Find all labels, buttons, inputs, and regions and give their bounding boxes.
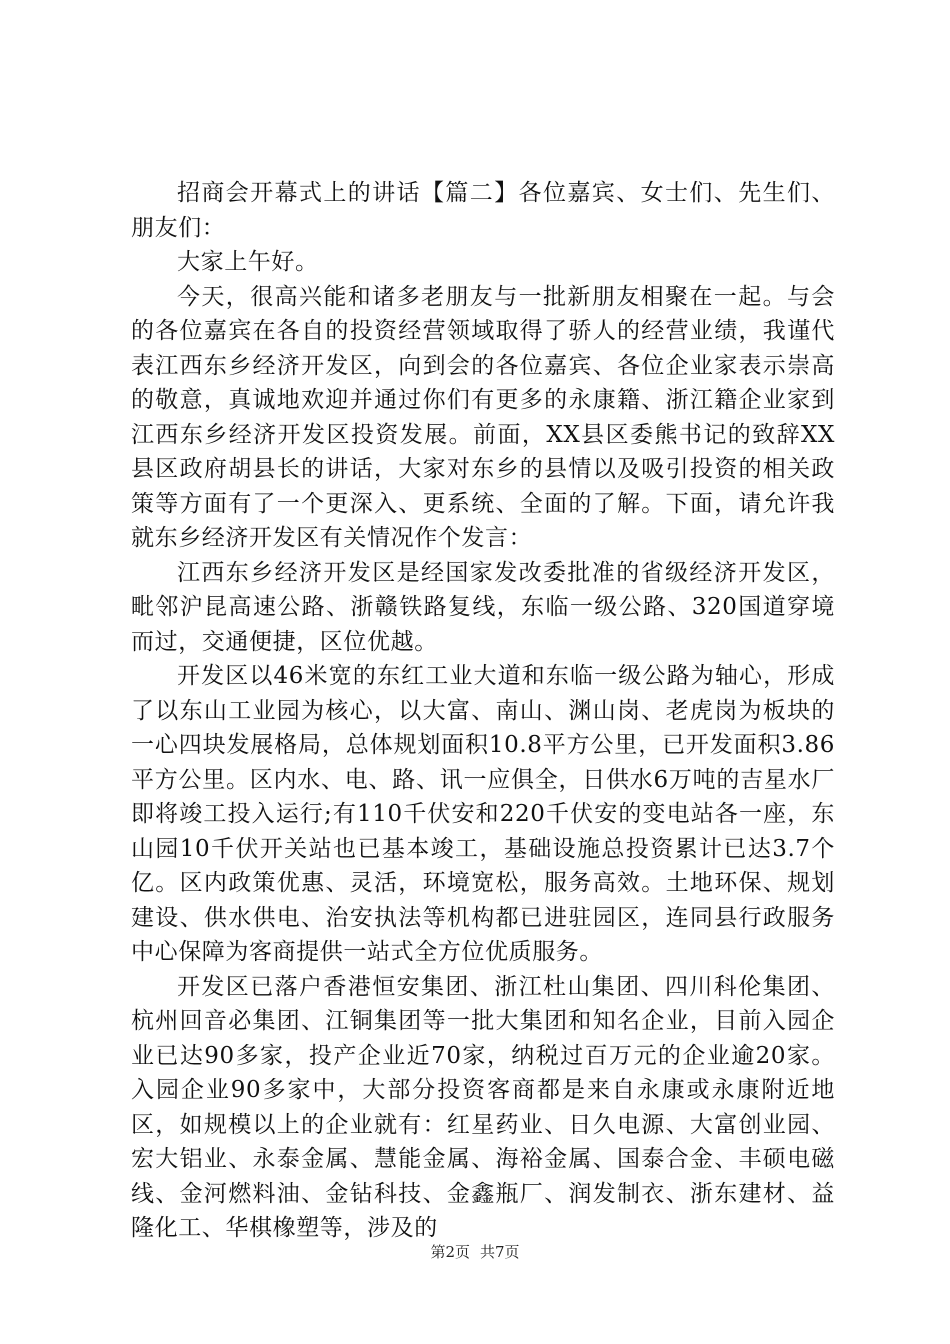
page-footer: [0, 1242, 950, 1262]
paragraph-title: 招商会开幕式上的讲话【篇二】各位嘉宾、女士们、先生们、朋友们：: [131, 180, 835, 241]
paragraph-enterprises: 开发区已落户香港恒安集团、浙江杜山集团、四川科伦集团、杭州回音必集团、江铜集团等一批大集团和知名企业，目前入园企业已达90多家，投产企业近70家，纳税过百万元的企业逾20家。入园企业90多家中，大部分投资客商都是来自永康或永康附近地区，如规模以上的企业就有：红星药业、日久电源、大富创业园、宏大铝业、永泰金属、慧能金属、海裕金属、国泰合金、丰硕电磁线、金河燃料油、金钻科技、金鑫瓶厂、润发制衣、浙东建材、益隆化工、华棋橡塑等，涉及的: [131, 973, 835, 1241]
paragraph-introduction: 今天，很高兴能和诸多老朋友与一批新朋友相聚在一起。与会的各位嘉宾在各自的投资经营领域取得了骄人的经营业绩，我谨代表江西东乡经济开发区，向到会的各位嘉宾、各位企业家表示崇高的敬意，真诚地欢迎并通过你们有更多的永康籍、浙江籍企业家到江西东乡经济开发区投资发展。前面，XX县区委熊书记的致辞XX县区政府胡县长的讲话，大家对东乡的县情以及吸引投资的相关政策等方面有了一个更深入、更系统、全面的了解。下面，请允许我就东乡经济开发区有关情况作个发言：: [131, 283, 835, 551]
paragraph-development-layout: 开发区以46米宽的东红工业大道和东临一级公路为轴心，形成了以东山工业园为核心，以大富、南山、渊山岗、老虎岗为板块的一心四块发展格局，总体规划面积10.8平方公里，已开发面积3.86平方公里。区内水、电、路、讯一应俱全，日供水6万吨的吉星水厂即将竣工投入运行;有110千伏安和220千伏安的变电站各一座，东山园10千伏开关站也已基本竣工，基础设施总投资累计已达3.7个亿。区内政策优惠、灵活，环境宽松，服务高效。土地环保、规划建设、供水供电、治安执法等机构都已进驻园区，连同县行政服务中心保障为客商提供一站式全方位优质服务。: [131, 663, 835, 965]
paragraph-greeting: 大家上午好。: [177, 249, 319, 275]
page-number: 第2页: [430, 1243, 470, 1261]
document-body: [131, 176, 835, 1246]
page-total: 共7页: [480, 1243, 520, 1261]
paragraph-location: 江西东乡经济开发区是经国家发改委批准的省级经济开发区，毗邻沪昆高速公路、浙赣铁路复线，东临一级公路、320国道穿境而过，交通便捷，区位优越。: [131, 559, 835, 655]
